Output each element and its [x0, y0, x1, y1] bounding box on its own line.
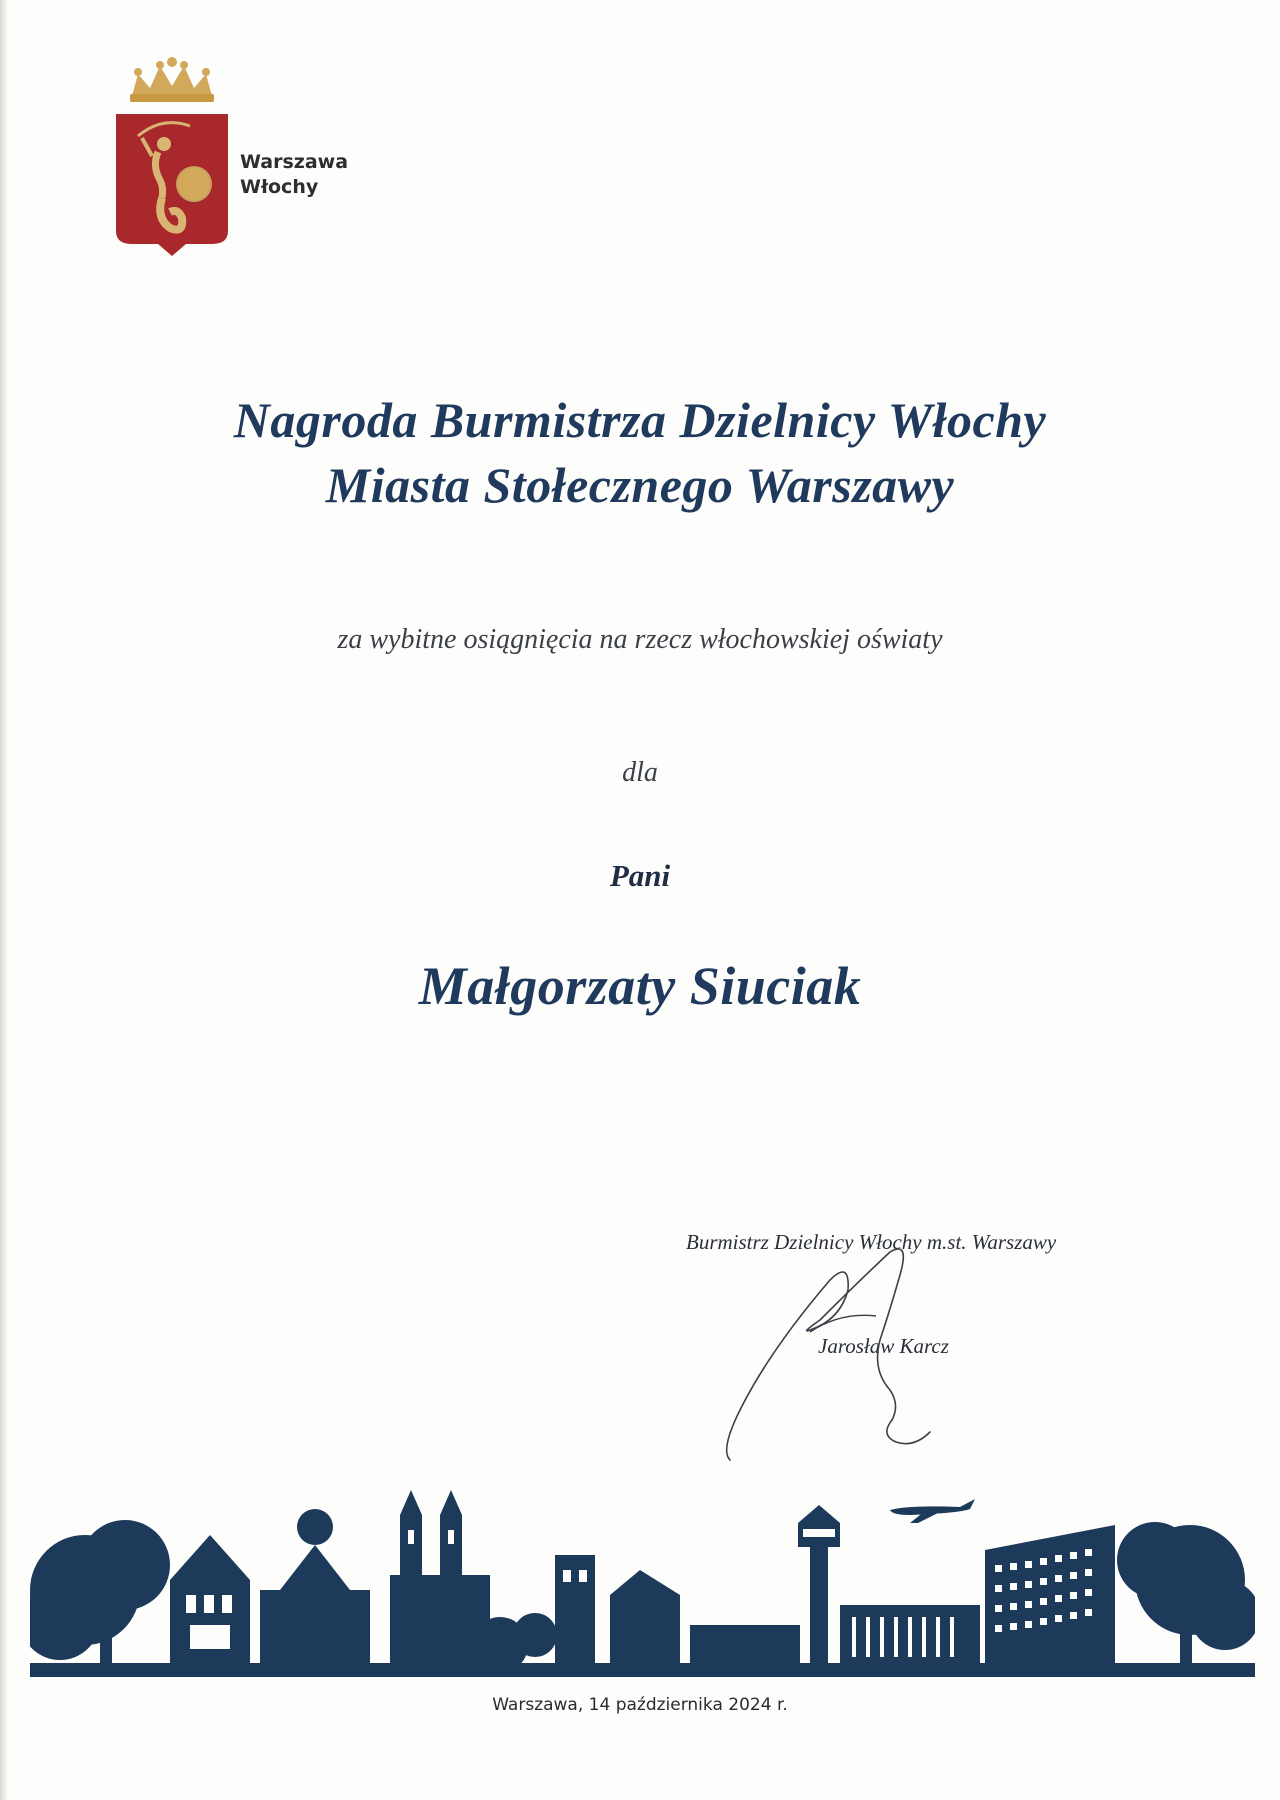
office-block-icon: [985, 1525, 1115, 1665]
recipient-name: Małgorzaty Siuciak: [418, 956, 862, 1016]
for-word: dla: [622, 757, 658, 788]
award-reason: za wybitne osiągnięcia na rzecz włochowskiej oświaty: [337, 624, 943, 655]
villa-icon: [260, 1509, 370, 1665]
issue-date: Warszawa, 14 października 2024 r.: [492, 1695, 788, 1715]
brand-line-city: Warszawa: [240, 151, 349, 173]
brand-line-district: Włochy: [240, 176, 319, 198]
tree-icon: [1117, 1522, 1255, 1665]
district-skyline-illustration: [30, 1485, 1255, 1685]
award-title-line1: Nagroda Burmistrza Dzielnicy Włochy: [233, 392, 1047, 448]
airplane-icon: [890, 1499, 975, 1523]
crown-icon: [130, 57, 214, 102]
award-title-line2: Miasta Stołecznego Warszawy: [325, 457, 955, 513]
handwritten-signature: [700, 1220, 1000, 1470]
signatory-name: Jarosław Karcz: [818, 1334, 949, 1358]
warsaw-coat-of-arms-logo: [112, 56, 232, 256]
tree-icon: [30, 1520, 170, 1665]
signatory-role: Burmistrz Dzielnicy Włochy m.st. Warszawy: [686, 1230, 1057, 1254]
recipient-honorific: Pani: [609, 858, 671, 893]
terminal-building-icon: [840, 1605, 980, 1665]
district-brand-text: [240, 150, 348, 200]
control-tower-icon: [798, 1505, 840, 1665]
tower-building-icon: [555, 1555, 595, 1665]
award-title: [0, 388, 1280, 518]
house-icon: [170, 1535, 250, 1665]
